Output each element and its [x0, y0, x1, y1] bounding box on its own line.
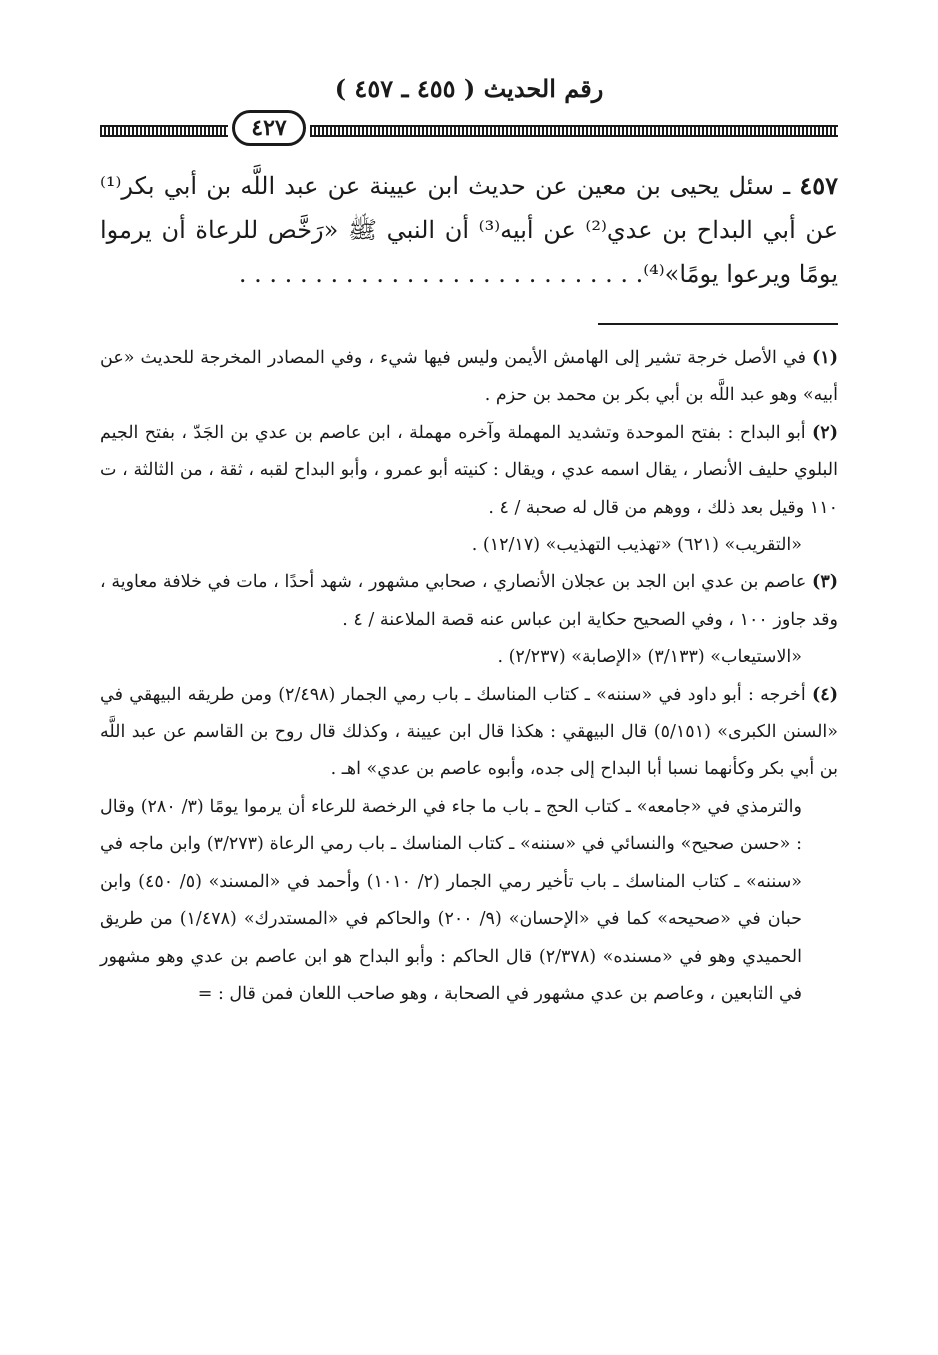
footnote-3 [100, 564, 838, 639]
footnote-text: عاصم بن عدي ابن الجد بن عجلان الأنصاري ، صحابي مشهور ، شهد أحدًا ، مات في خلافة معاوية ، وقد جاوز ١٠٠ ، وفي الصحيح حكاية ابن عباس عنه قصة الملاعنة / ٤ . [100, 572, 838, 630]
page-header-title: رقم الحديث ( ٤٥٥ ـ ٤٥٧ ) [334, 74, 604, 103]
footnote-number: (٢) [812, 422, 838, 443]
hadith-number: ٤٥٧ [799, 171, 838, 200]
hadith-body: ـ سئل يحيى بن معين عن حديث ابن عيينة عن عبد اللَّه بن أبي بكر⁽¹⁾ عن أبي البداح بن عدي⁽²⁾ عن أبيه⁽³⁾ أن النبي ﷺ «رَخَّص للرعاة أن يرموا يومًا ويرعوا يومًا»⁽⁴⁾. . . . . . . . . . . . . . . . . . . . . . . . . . . [100, 172, 839, 288]
footnote-3-reference: «الاستيعاب» (٣/١٣٣) «الإصابة» (٢/٢٣٧) . [497, 647, 802, 668]
header-rule-right [310, 125, 838, 137]
footnote-2 [100, 415, 838, 527]
footnote-text: أخرجه : أبو داود في «سننه» ـ كتاب المناسك ـ باب رمي الجمار (٢/٤٩٨) ومن طريقه البيهقي في «السنن الكبرى» (٥/١٥١) قال البيهقي : هكذا قال ابن عيينة ، وكذلك قال روح بن القاسم عن عبد اللَّه بن أبي بكر وكأنهما نسبا أبا البداح إلى جده، وأبوه عاصم بن عدي» اهـ . [100, 684, 838, 780]
footnote-1 [100, 340, 838, 415]
footnote-text: في الأصل خرجة تشير إلى الهامش الأيمن وليس فيها شيء ، وفي المصادر المخرجة للحديث «عن أبيه» وهو عبد اللَّه بن أبي بكر بن محمد بن حزم . [100, 348, 838, 406]
page-number-badge: ٤٢٧ [232, 110, 306, 146]
footnote-separator [598, 323, 838, 325]
header-rule-row [100, 110, 838, 150]
footnote-2-reference: «التقريب» (٦٢١) «تهذيب التهذيب» (١٢/١٧) . [471, 535, 802, 556]
main-hadith-text [100, 164, 838, 296]
footnote-number: (٤) [812, 684, 838, 705]
footnote-number: (٣) [812, 572, 838, 593]
header-rule-left [100, 125, 228, 137]
footnote-4 [100, 677, 838, 789]
footnote-4-continued: والترمذي في «جامعه» ـ كتاب الحج ـ باب ما جاء في الرخصة للرعاء أن يرموا يومًا (٣/ ٢٨٠) وقال : «حسن صحيح» والنسائي في «سننه» ـ كتاب المناسك ـ باب رمي الرعاة (٣/٢٧٣) وابن ماجه في «سننه» ـ كتاب المناسك ـ باب تأخير رمي الجمار (٢/ ١٠١٠) وأحمد في «المسند» (٥/ ٤٥٠) وابن حبان في «صحيحه» كما في «الإحسان» (٩/ ٢٠٠) والحاكم في «المستدرك» (١/٤٧٨) من طريق الحميدي وهو في «مسنده» (٢/٣٧٨) قال الحاكم : وأبو البداح هو ابن عاصم بن عدي وهو مشهور في التابعين ، وعاصم بن عدي مشهور في الصحابة ، وهو صاحب اللعان فمن قال : = [100, 796, 803, 1004]
footnote-text: أبو البداح : بفتح الموحدة وتشديد المهملة وآخره مهملة ، ابن عاصم بن عدي بن الجَدّ ، بفتح الجيم البلوي حليف الأنصار ، يقال اسمه عدي ، ويقال : كنيته أبو عمرو ، وأبو البداح لقبه ، ثقة ، من الثالثة ، ت ١١٠ وقيل بعد ذلك ، ووهم من قال له صحبة / ٤ . [100, 422, 838, 518]
footnotes-section [100, 340, 838, 1013]
footnote-number: (١) [812, 348, 838, 368]
